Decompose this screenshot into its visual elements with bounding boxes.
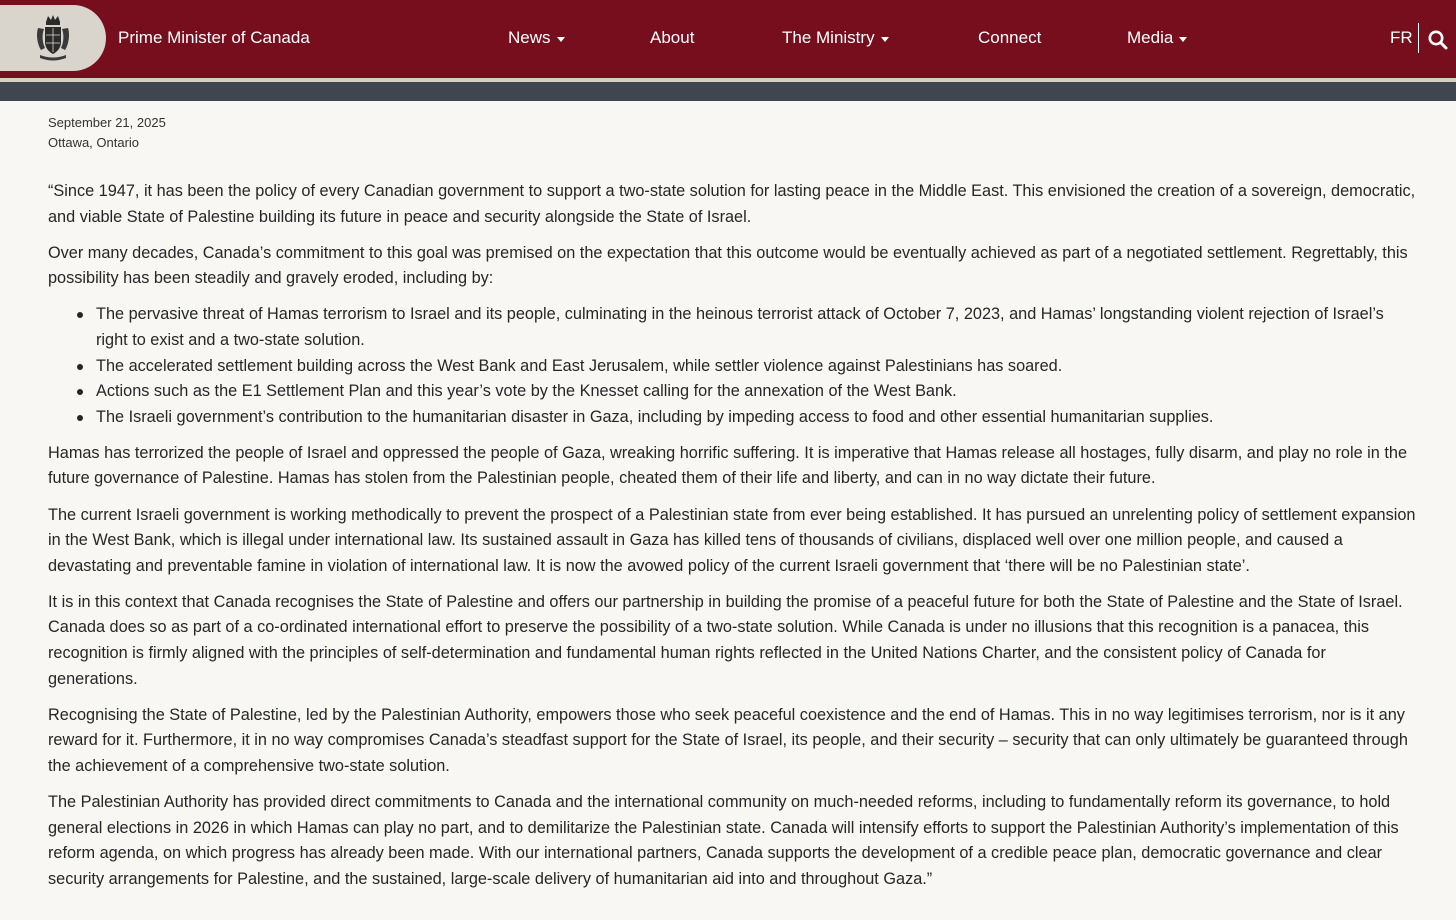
paragraph: It is in this context that Canada recognises the State of Palestine and offers our partnership in building the promise of a peaceful future for both the State of Palestine and the State of Israel. Canada does so as part of a co-ordinated international effort to preserve the possibility of a two-state solution. While Canada is under no illusions that this recognition is a panacea, this recognition is firmly aligned with the principles of self-determination and fundamental human rights reflected in the United Nations Charter, and the consistent policy of Canada for generations. bbox=[48, 592, 1403, 688]
article-meta bbox=[48, 113, 166, 153]
caret-down-icon bbox=[557, 37, 565, 42]
caret-down-icon bbox=[1179, 37, 1187, 42]
nav-about-label: About bbox=[650, 28, 695, 47]
list-item: The pervasive threat of Hamas terrorism to Israel and its people, culminating in the heinous terrorist attack of October 7, 2023, and Hamas’ longstanding violent rejection of Israel’s right to exist and a two-state solution. bbox=[96, 302, 1418, 353]
article-date: September 21, 2025 bbox=[48, 115, 166, 130]
paragraph: Over many decades, Canada’s commitment to this goal was premised on the expectation that this outcome would be eventually achieved as part of a negotiated settlement. Regrettably, this possibility has been steadily and gravely eroded, including by: bbox=[48, 243, 1408, 288]
header-divider bbox=[1418, 23, 1419, 53]
nav-connect-label: Connect bbox=[978, 28, 1042, 47]
site-header bbox=[0, 0, 1456, 78]
nav-media-label: Media bbox=[1127, 28, 1174, 47]
erosion-list bbox=[48, 302, 1418, 430]
nav-connect[interactable] bbox=[978, 27, 1041, 49]
nav-news[interactable] bbox=[508, 27, 565, 49]
list-item: The accelerated settlement building across the West Bank and East Jerusalem, while settler violence against Palestinians has soared. bbox=[96, 354, 1418, 380]
paragraph: Hamas has terrorized the people of Israel and oppressed the people of Gaza, wreaking horrific suffering. It is imperative that Hamas release all hostages, fully disarm, and play no role in the future governance of Palestine. Hamas has stolen from the Palestinian people, cheated them of their life and liberty, and can in no way dictate their future. bbox=[48, 443, 1407, 488]
article-location: Ottawa, Ontario bbox=[48, 135, 140, 150]
home-logo-link[interactable] bbox=[0, 5, 106, 71]
paragraph: The Palestinian Authority has provided direct commitments to Canada and the international community on much-needed reforms, including to fundamentally reform its governance, to hold general elections in 2026 in which Hamas can play no part, and to demilitarize the Palestinian state. Canada will intensify efforts to support the Palestinian Authority’s implementation of this reform agenda, on which progress has already been made. With our international partners, Canada supports the development of a credible peace plan, democratic governance and clear security arrangements for Palestine, and the sustained, large-scale delivery of humanitarian aid into and throughout Gaza.” bbox=[48, 792, 1399, 888]
paragraph: The current Israeli government is working methodically to prevent the prospect of a Palestinian state from ever being established. It has pursued an unrelenting policy of settlement expansion in the West Bank, which is illegal under international law. Its sustained assault in Gaza has killed tens of thousands of civilians, displaced well over one million people, and caused a devastating and preventable famine in violation of international law. It is now the avowed policy of the current Israeli government that ‘there will be no Palestinian state’. bbox=[48, 505, 1416, 575]
site-title-link[interactable]: Prime Minister of Canada bbox=[118, 28, 310, 47]
nav-the-ministry-label: The Ministry bbox=[782, 28, 875, 47]
nav-news-label: News bbox=[508, 28, 551, 47]
language-toggle[interactable]: FR bbox=[1390, 28, 1413, 47]
nav-media[interactable] bbox=[1127, 27, 1187, 49]
search-button[interactable] bbox=[1427, 29, 1449, 51]
paragraph: “Since 1947, it has been the policy of every Canadian government to support a two-state solution for lasting peace in the Middle East. This envisioned the creation of a sovereign, democratic, and viable State of Palestine building its future in peace and security alongside the State of Israel. bbox=[48, 182, 1416, 226]
list-item: The Israeli government’s contribution to the humanitarian disaster in Gaza, including by impeding access to food and other essential humanitarian supplies. bbox=[96, 405, 1418, 431]
search-icon bbox=[1427, 29, 1449, 51]
coat-of-arms-icon bbox=[35, 14, 71, 62]
statement-body bbox=[48, 179, 1418, 903]
caret-down-icon bbox=[881, 37, 889, 42]
header-band bbox=[0, 82, 1456, 101]
paragraph: Recognising the State of Palestine, led by the Palestinian Authority, empowers those who seek peaceful coexistence and the end of Hamas. This in no way legitimises terrorism, nor is it any reward for it. Furthermore, it in no way compromises Canada’s steadfast support for the State of Israel, its people, and their security – security that can only ultimately be guaranteed through the achievement of a comprehensive two-state solution. bbox=[48, 705, 1408, 775]
nav-the-ministry[interactable] bbox=[782, 27, 889, 49]
list-item: Actions such as the E1 Settlement Plan and this year’s vote by the Knesset calling for the annexation of the West Bank. bbox=[96, 379, 1418, 405]
nav-about[interactable] bbox=[650, 27, 694, 49]
